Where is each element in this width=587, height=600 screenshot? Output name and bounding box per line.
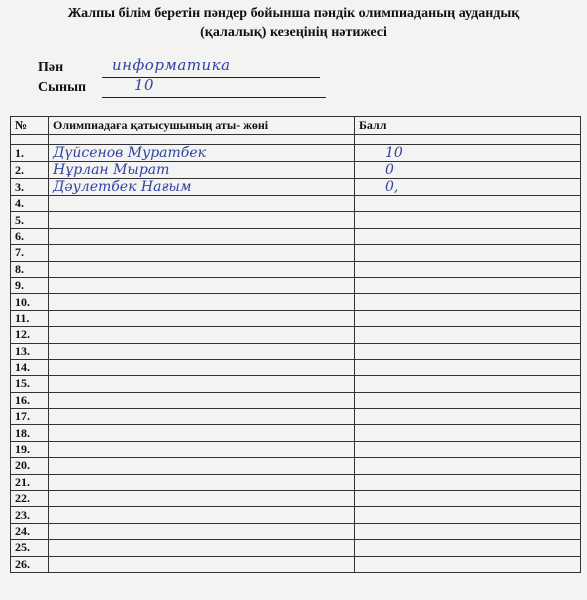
table-row (11, 458, 581, 474)
row-number: 15. (11, 376, 49, 392)
grade-label: Сынып (38, 80, 87, 95)
row-number: 17. (11, 409, 49, 425)
title-line-1: Жалпы білім беретін пәндер бойынша пәндік олимпиаданың аудандық (67, 6, 520, 21)
participant-name (49, 212, 355, 228)
participant-name (49, 523, 355, 539)
document-title (0, 4, 587, 42)
participant-name (49, 327, 355, 343)
row-number: 1. (11, 145, 49, 162)
participant-name (49, 196, 355, 212)
table-row (11, 277, 581, 293)
participant-score (355, 277, 581, 293)
participant-score: 10 (355, 145, 581, 162)
participant-score (355, 507, 581, 523)
table-row (11, 327, 581, 343)
table-row (11, 409, 581, 425)
participant-score (355, 409, 581, 425)
table-row (11, 228, 581, 244)
table-row (11, 343, 581, 359)
grade-value: 10 (134, 76, 155, 94)
participant-name (49, 343, 355, 359)
participant-score (355, 310, 581, 326)
column-header-name: Олимпиадаға қатысушының аты- жөні (49, 117, 355, 135)
row-number: 12. (11, 327, 49, 343)
participant-score (355, 392, 581, 408)
participant-name (49, 310, 355, 326)
participant-score (355, 474, 581, 490)
row-number: 7. (11, 245, 49, 261)
table-row (11, 474, 581, 490)
participant-score (355, 540, 581, 556)
table-row (11, 376, 581, 392)
table-row (11, 507, 581, 523)
table-row (11, 540, 581, 556)
participant-score: 0, (355, 179, 581, 196)
participant-name (49, 474, 355, 490)
row-number: 21. (11, 474, 49, 490)
spacer-cell (49, 135, 355, 145)
subject-label: Пән (38, 60, 64, 75)
row-number: 18. (11, 425, 49, 441)
table-row (11, 245, 581, 261)
title-line-2: (қалалық) кезеңінің нәтижесі (200, 25, 387, 40)
row-number: 20. (11, 458, 49, 474)
row-number: 19. (11, 441, 49, 457)
table-row (11, 162, 581, 179)
table-row (11, 556, 581, 572)
table-row (11, 261, 581, 277)
participant-name: Дүйсенов Муратбек (49, 145, 355, 162)
participant-name (49, 441, 355, 457)
participant-name (49, 392, 355, 408)
participant-name (49, 425, 355, 441)
participant-score (355, 491, 581, 507)
column-header-number: № (11, 117, 49, 135)
participant-name (49, 507, 355, 523)
row-number: 8. (11, 261, 49, 277)
participant-name (49, 294, 355, 310)
participant-name: Нұрлан Мырат (49, 162, 355, 179)
row-number: 9. (11, 277, 49, 293)
participant-score (355, 343, 581, 359)
row-number: 2. (11, 162, 49, 179)
grade-underline (102, 97, 326, 98)
table-row (11, 196, 581, 212)
participant-name (49, 228, 355, 244)
participant-score (355, 458, 581, 474)
participant-name (49, 245, 355, 261)
participant-name (49, 409, 355, 425)
row-number: 11. (11, 310, 49, 326)
participant-name (49, 359, 355, 375)
row-number: 14. (11, 359, 49, 375)
spacer-row (11, 135, 581, 145)
participant-score (355, 261, 581, 277)
table-row (11, 179, 581, 196)
participant-score (355, 212, 581, 228)
row-number: 6. (11, 228, 49, 244)
table-row (11, 145, 581, 162)
table-row (11, 392, 581, 408)
participant-score (355, 294, 581, 310)
row-number: 4. (11, 196, 49, 212)
row-number: 5. (11, 212, 49, 228)
participant-score (355, 425, 581, 441)
table-header-row (11, 117, 581, 135)
participant-name (49, 277, 355, 293)
participant-name (49, 376, 355, 392)
participant-name (49, 540, 355, 556)
participant-score: 0 (355, 162, 581, 179)
table-row (11, 212, 581, 228)
participant-name (49, 556, 355, 572)
table-row (11, 310, 581, 326)
participant-name: Дәулетбек Нағым (49, 179, 355, 196)
row-number: 24. (11, 523, 49, 539)
participant-score (355, 228, 581, 244)
spacer-cell (11, 135, 49, 145)
row-number: 3. (11, 179, 49, 196)
participant-score (355, 441, 581, 457)
spacer-cell (355, 135, 581, 145)
row-number: 16. (11, 392, 49, 408)
results-table (10, 116, 581, 573)
row-number: 26. (11, 556, 49, 572)
participant-score (355, 327, 581, 343)
column-header-score: Балл (355, 117, 581, 135)
participant-score (355, 245, 581, 261)
row-number: 22. (11, 491, 49, 507)
table-row (11, 425, 581, 441)
participant-name (49, 458, 355, 474)
row-number: 25. (11, 540, 49, 556)
subject-value: информатика (112, 56, 231, 74)
participant-score (355, 523, 581, 539)
participant-score (355, 359, 581, 375)
table-row (11, 441, 581, 457)
row-number: 13. (11, 343, 49, 359)
table-row (11, 294, 581, 310)
row-number: 23. (11, 507, 49, 523)
participant-score (355, 196, 581, 212)
participant-score (355, 376, 581, 392)
table-row (11, 523, 581, 539)
participant-name (49, 491, 355, 507)
participant-score (355, 556, 581, 572)
table-row (11, 491, 581, 507)
row-number: 10. (11, 294, 49, 310)
table-row (11, 359, 581, 375)
participant-name (49, 261, 355, 277)
